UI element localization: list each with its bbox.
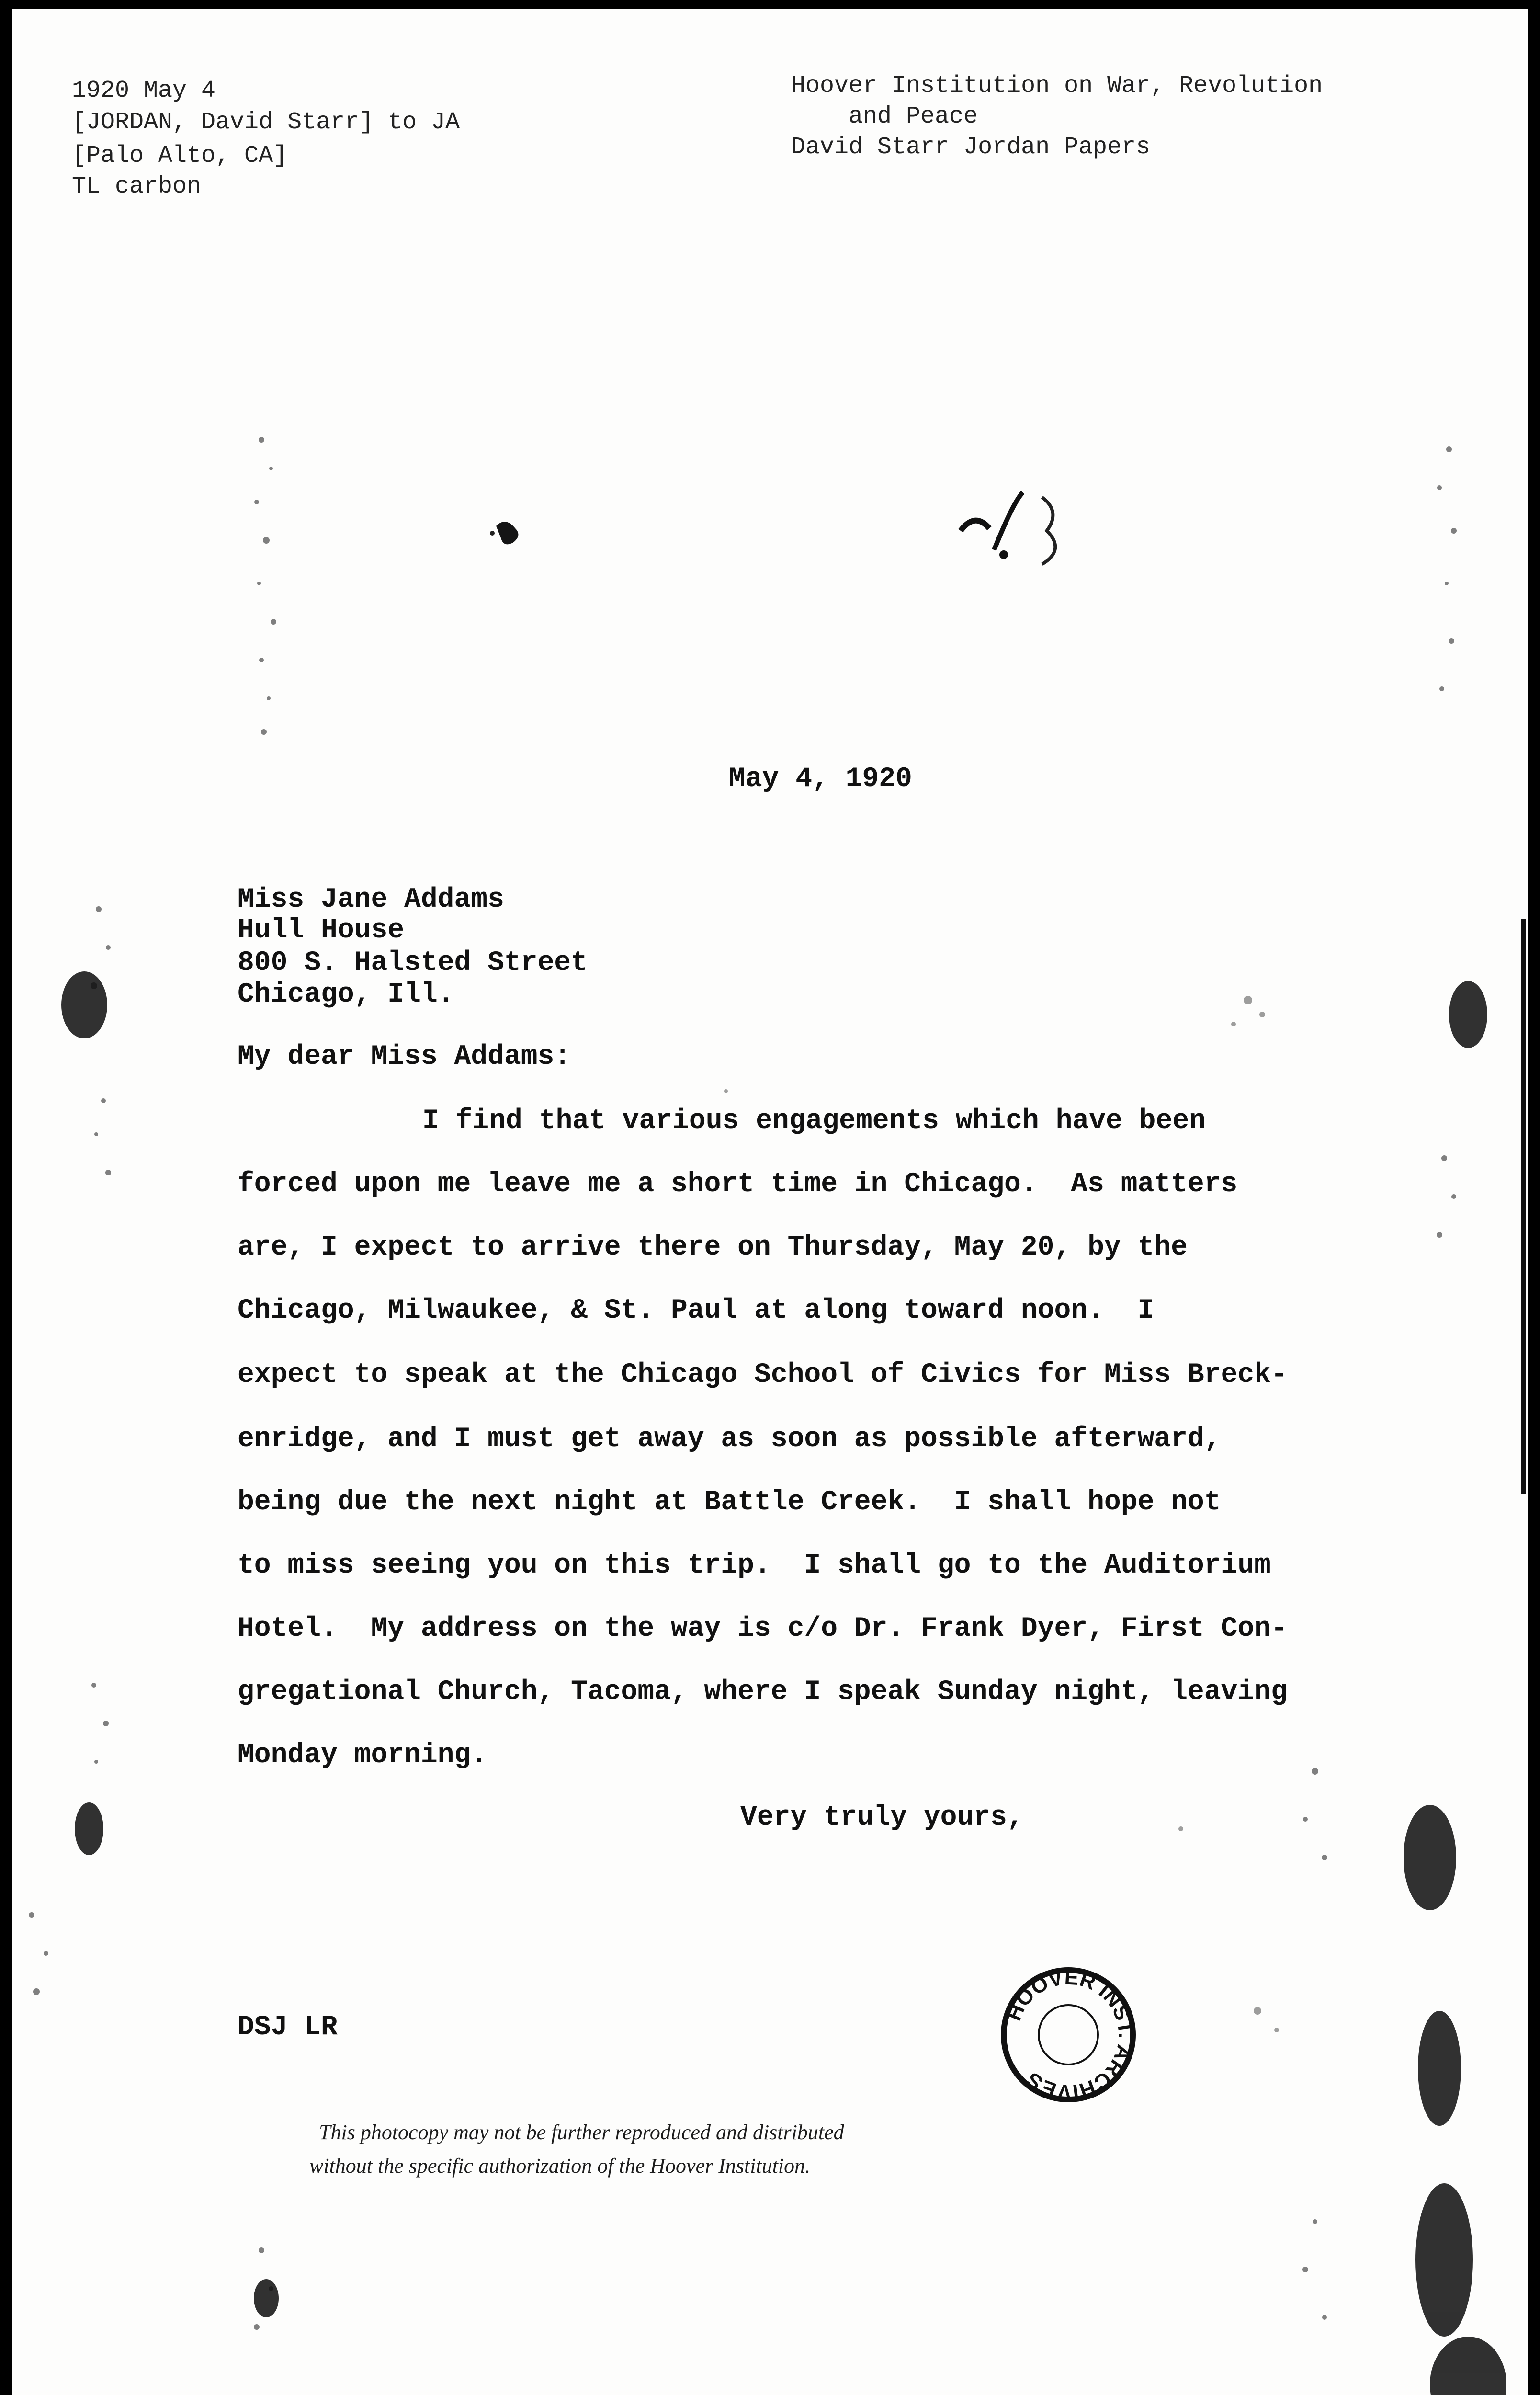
- body-line: are, I expect to arrive there on Thursday, May 20, by the: [238, 1232, 1188, 1263]
- address-line: 800 S. Halsted Street: [238, 947, 588, 979]
- ink-smudge-left: [487, 507, 539, 559]
- stamp-text: HOOVER INST. ARCHIVES: [1002, 1965, 1138, 2104]
- body-line: enridge, and I must get away as soon as possible afterward,: [238, 1424, 1221, 1455]
- archive-institution: Hoover Institution on War, Revolution: [791, 72, 1323, 100]
- body-line: expect to speak at the Chicago School of Civics for Miss Breck-: [238, 1359, 1288, 1391]
- body-line: I find that various engagements which have been: [422, 1106, 1206, 1137]
- body-line: Monday morning.: [238, 1740, 488, 1771]
- body-line: Hotel. My address on the way is c/o Dr. Frank Dyer, First Con-: [238, 1613, 1288, 1644]
- notice-line: without the specific authorization of the Hoover Institution.: [309, 2154, 811, 2178]
- address-line: Chicago, Ill.: [238, 979, 454, 1010]
- catalog-place: [Palo Alto, CA]: [72, 142, 288, 170]
- letter-date: May 4, 1920: [729, 764, 912, 795]
- body-line: forced upon me leave me a short time in Chicago. As matters: [238, 1169, 1238, 1200]
- catalog-author: [JORDAN, David Starr] to JA: [72, 109, 460, 136]
- catalog-type: TL carbon: [72, 173, 202, 200]
- body-line: to miss seeing you on this trip. I shall go to the Auditorium: [238, 1550, 1271, 1581]
- address-line: Hull House: [238, 915, 405, 946]
- salutation: My dear Miss Addams:: [238, 1041, 571, 1072]
- catalog-date: 1920 May 4: [72, 77, 216, 104]
- body-line: Chicago, Milwaukee, & St. Paul at along toward noon. I: [238, 1295, 1155, 1326]
- archive-stamp: [996, 1963, 1140, 2107]
- archive-collection: David Starr Jordan Papers: [791, 134, 1151, 161]
- ink-smudge-right: [951, 483, 1076, 579]
- body-line: being due the next night at Battle Creek. I shall hope not: [238, 1487, 1221, 1518]
- letter-sheet: [12, 9, 1528, 2395]
- archive-institution-cont: and Peace: [791, 103, 978, 130]
- address-line: Miss Jane Addams: [238, 884, 504, 915]
- notice-line: This photocopy may not be further reproduced and distributed: [319, 2121, 844, 2144]
- closing: Very truly yours,: [740, 1802, 1024, 1833]
- scan-edge-line: [1521, 919, 1526, 1494]
- typist-initials: DSJ LR: [238, 2012, 338, 2043]
- body-line: gregational Church, Tacoma, where I speak Sunday night, leaving: [238, 1676, 1288, 1708]
